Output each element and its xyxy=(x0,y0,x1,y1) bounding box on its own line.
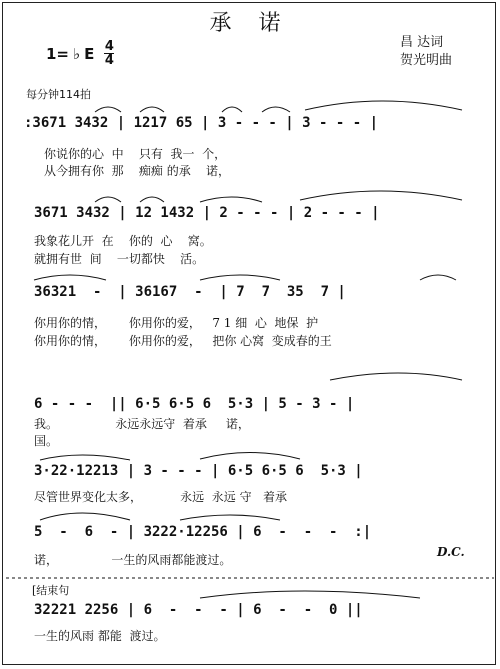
lyric-line: 从今拥有你 那 痴痴 的承 诺， xyxy=(44,164,230,178)
notes-line: 3671 3432 | 12 1432 | 2 - - - | 2 - - - | xyxy=(34,205,380,221)
notes-line: :3671 3432 | 1217 65 | 3 - - - | 3 - - - | xyxy=(24,115,379,131)
flat-sign: ♭ xyxy=(73,44,81,63)
lyric-line: 你用你的情， 你用你的爱， 7 1 细 心 地保 护 xyxy=(34,316,319,330)
key-note: E xyxy=(84,44,95,63)
lyric-line: 我。 永远永远守 着承 诺， xyxy=(34,417,250,431)
lyric-line: 国。 xyxy=(34,434,59,448)
credits xyxy=(400,34,452,70)
ending-label: [结束句 xyxy=(32,584,70,597)
notes-line: 36321 - | 36167 - | 7 7 35 7 | xyxy=(34,284,346,300)
lyric-line: 你用你的情， 你用你的爱， 把你 心窝 变成春的王 xyxy=(34,334,332,348)
key-prefix: 1= xyxy=(46,44,70,63)
notes-line: 3·22·12213 | 3 - - - | 6·5 6·5 6 5·3 | xyxy=(34,463,363,479)
lyric-line: 诺， 一生的风雨都能渡过。 xyxy=(34,553,232,567)
time-top: 4 xyxy=(104,39,114,54)
time-bottom: 4 xyxy=(104,53,114,68)
da-capo-marking: D.C. xyxy=(437,545,465,559)
key-signature xyxy=(46,40,114,67)
notes-line: 5 - 6 - | 3222·12256 | 6 - - - :| xyxy=(34,524,372,540)
lyric-line: 一生的风雨 都能 渡过。 xyxy=(34,629,166,643)
notes-line: 6 - - - || 6·5 6·5 6 5·3 | 5 - 3 - | xyxy=(34,396,355,412)
song-title: 承 诺 xyxy=(209,11,291,36)
tempo-marking: 每分钟114拍 xyxy=(26,88,91,101)
notes-line: 32221 2256 | 6 - - - | 6 - - 0 || xyxy=(34,602,363,618)
lyric-line: 就拥有世 间 一切都快 活。 xyxy=(34,252,205,266)
time-signature xyxy=(104,40,114,67)
composer: 贺光明曲 xyxy=(400,53,453,68)
lyric-line: 你说你的心 中 只有 我一 个， xyxy=(44,147,227,161)
lyric-line: 我象花儿开 在 你的 心 窝。 xyxy=(34,234,212,248)
lyricist: 昌 达词 xyxy=(400,35,444,50)
lyric-line: 尽管世界变化太多， 永远 永远 守 着承 xyxy=(34,490,288,504)
